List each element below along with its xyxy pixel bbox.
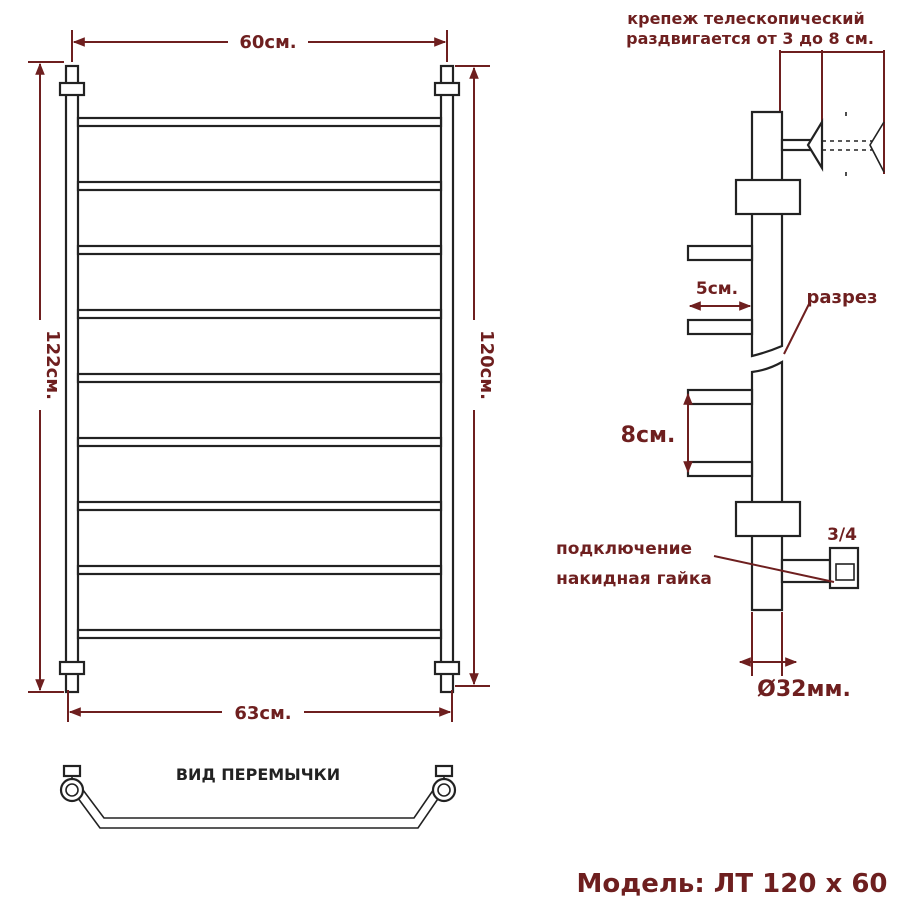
rung-8 bbox=[78, 566, 441, 574]
rung-2 bbox=[78, 182, 441, 190]
post-upper-segment bbox=[752, 112, 782, 356]
rung-5 bbox=[78, 374, 441, 382]
rung-3 bbox=[78, 246, 441, 254]
right-post bbox=[441, 66, 453, 692]
bridge-right-pipe bbox=[433, 779, 455, 801]
rung-spacing-label: 8см. bbox=[620, 423, 676, 448]
mount-label-line2: раздвигается от 3 до 8 см. bbox=[626, 29, 874, 48]
rung-7 bbox=[78, 502, 441, 510]
bridge-profile-inner bbox=[80, 786, 436, 818]
section-leader-line bbox=[784, 302, 810, 354]
bridge-view-title: ВИД ПЕРЕМЫЧКИ bbox=[175, 765, 341, 784]
rung-9 bbox=[78, 630, 441, 638]
post-bracket-top bbox=[736, 180, 800, 214]
post-bracket-bottom bbox=[736, 502, 800, 536]
diameter-label: Ø32мм. bbox=[757, 677, 851, 702]
bracket-top-left bbox=[60, 83, 84, 95]
bridge-left-pipe bbox=[61, 779, 83, 801]
rung-stub-2 bbox=[688, 320, 752, 334]
rung-1 bbox=[78, 118, 441, 126]
rung-4 bbox=[78, 310, 441, 318]
mount-label-line1: крепеж телескопический bbox=[627, 9, 865, 28]
rung-stub-1 bbox=[688, 246, 752, 260]
left-post bbox=[66, 66, 78, 692]
side-view bbox=[556, 9, 884, 702]
model-label: Модель: ЛТ 120 х 60 bbox=[576, 869, 888, 899]
bridge-left-nut bbox=[64, 766, 80, 776]
bracket-bottom-right bbox=[435, 662, 459, 674]
bracket-top-right bbox=[435, 83, 459, 95]
rungs-group bbox=[78, 118, 441, 638]
post-lower-segment bbox=[752, 362, 782, 610]
bridge-view bbox=[61, 765, 455, 828]
front-view bbox=[28, 30, 497, 724]
thread-label: 3/4 bbox=[827, 525, 857, 545]
mount-cup-closed bbox=[808, 122, 822, 168]
bridge-profile-outer bbox=[72, 790, 444, 828]
width-bottom-label: 63см. bbox=[234, 703, 292, 724]
height-left-label: 122см. bbox=[42, 330, 63, 400]
rung-depth-label: 5см. bbox=[695, 279, 739, 299]
connection-label-line2: накидная гайка bbox=[556, 569, 712, 589]
height-right-label: 120см. bbox=[476, 330, 497, 400]
width-top-label: 60см. bbox=[239, 32, 297, 53]
bracket-bottom-left bbox=[60, 662, 84, 674]
bridge-right-nut bbox=[436, 766, 452, 776]
mount-cup-extended bbox=[870, 122, 884, 172]
rung-stub-3 bbox=[688, 390, 752, 404]
section-label: разрез bbox=[806, 287, 878, 308]
rung-stub-4 bbox=[688, 462, 752, 476]
rung-6 bbox=[78, 438, 441, 446]
connection-label-line1: подключение bbox=[555, 539, 693, 559]
